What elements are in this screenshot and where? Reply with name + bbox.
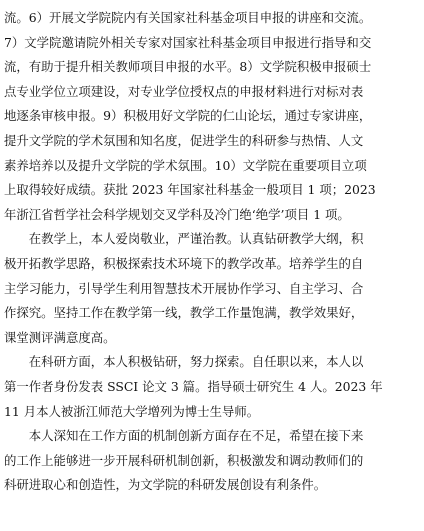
paragraph-research — [4, 350, 420, 424]
text-line: 上取得较好成绩。获批 2023 年国家社科基金一般项目 1 项；2023 — [4, 182, 376, 198]
text-line: 第一作者身份发表 SSCI 论文 3 篇。指导硕士研究生 4 人。2023 年 — [4, 378, 383, 394]
text-line: 7）文学院邀请院外相关专家对国家社科基金项目申报进行指导和交 — [4, 34, 372, 50]
text-line: 地逐条审核申报。9）积极用好文学院的仁山论坛，通过专家讲座， — [4, 108, 372, 124]
text-line: 极开拓教学思路，积极探索技术环境下的教学改革。培养学生的自 — [4, 255, 364, 271]
text-line: 在科研方面，本人积极钻研，努力探索。自任职以来，本人以 — [28, 354, 364, 370]
text-line: 素养培养以及提升文学院的学术氛围。10）文学院在重要项目立项 — [4, 157, 367, 173]
text-line: 本人深知在工作方面的机制创新方面存在不足，希望在接下来 — [28, 428, 364, 444]
text-line: 科研进取心和创造性，为文学院的科研发展创设有利条件。 — [4, 477, 327, 493]
paragraph-activities-and-achievements — [4, 6, 420, 227]
text-line: 主学习能力，引导学生利用智慧技术开展协作学习、自主学习、合 — [4, 280, 364, 296]
text-line: 在教学上，本人爱岗敬业，严谨治教。认真钻研教学大纲，积 — [28, 231, 364, 247]
text-line: 11 月本人被浙江师范大学增列为博士生导师。 — [4, 403, 260, 419]
text-line: 作探究。坚持工作在教学第一线，教学工作量饱满，教学效果好， — [4, 305, 364, 321]
paragraph-shortcomings — [4, 424, 420, 498]
paragraph-teaching — [4, 227, 420, 350]
text-line: 年浙江省哲学社会科学规划交叉学科及冷门绝‘绝学’项目 1 项。 — [4, 206, 350, 222]
text-line: 课堂测评满意度高。 — [4, 329, 116, 345]
text-line: 流。6）开展文学院院内有关国家社科基金项目申报的讲座和交流。 — [4, 10, 372, 25]
text-line: 提升文学院的学术氛围和知名度，促进学生的科研参与热情、人文 — [4, 132, 364, 148]
text-line: 的工作上能够进一步开展科研机制创新，积极激发和调动教师们的 — [4, 452, 364, 468]
text-line: 点专业学位立项建设，对专业学位授权点的申报材料进行对标对表 — [4, 83, 364, 99]
text-line: 流，有助于提升相关教师项目申报的水平。8）文学院积极申报硕士 — [4, 59, 372, 75]
